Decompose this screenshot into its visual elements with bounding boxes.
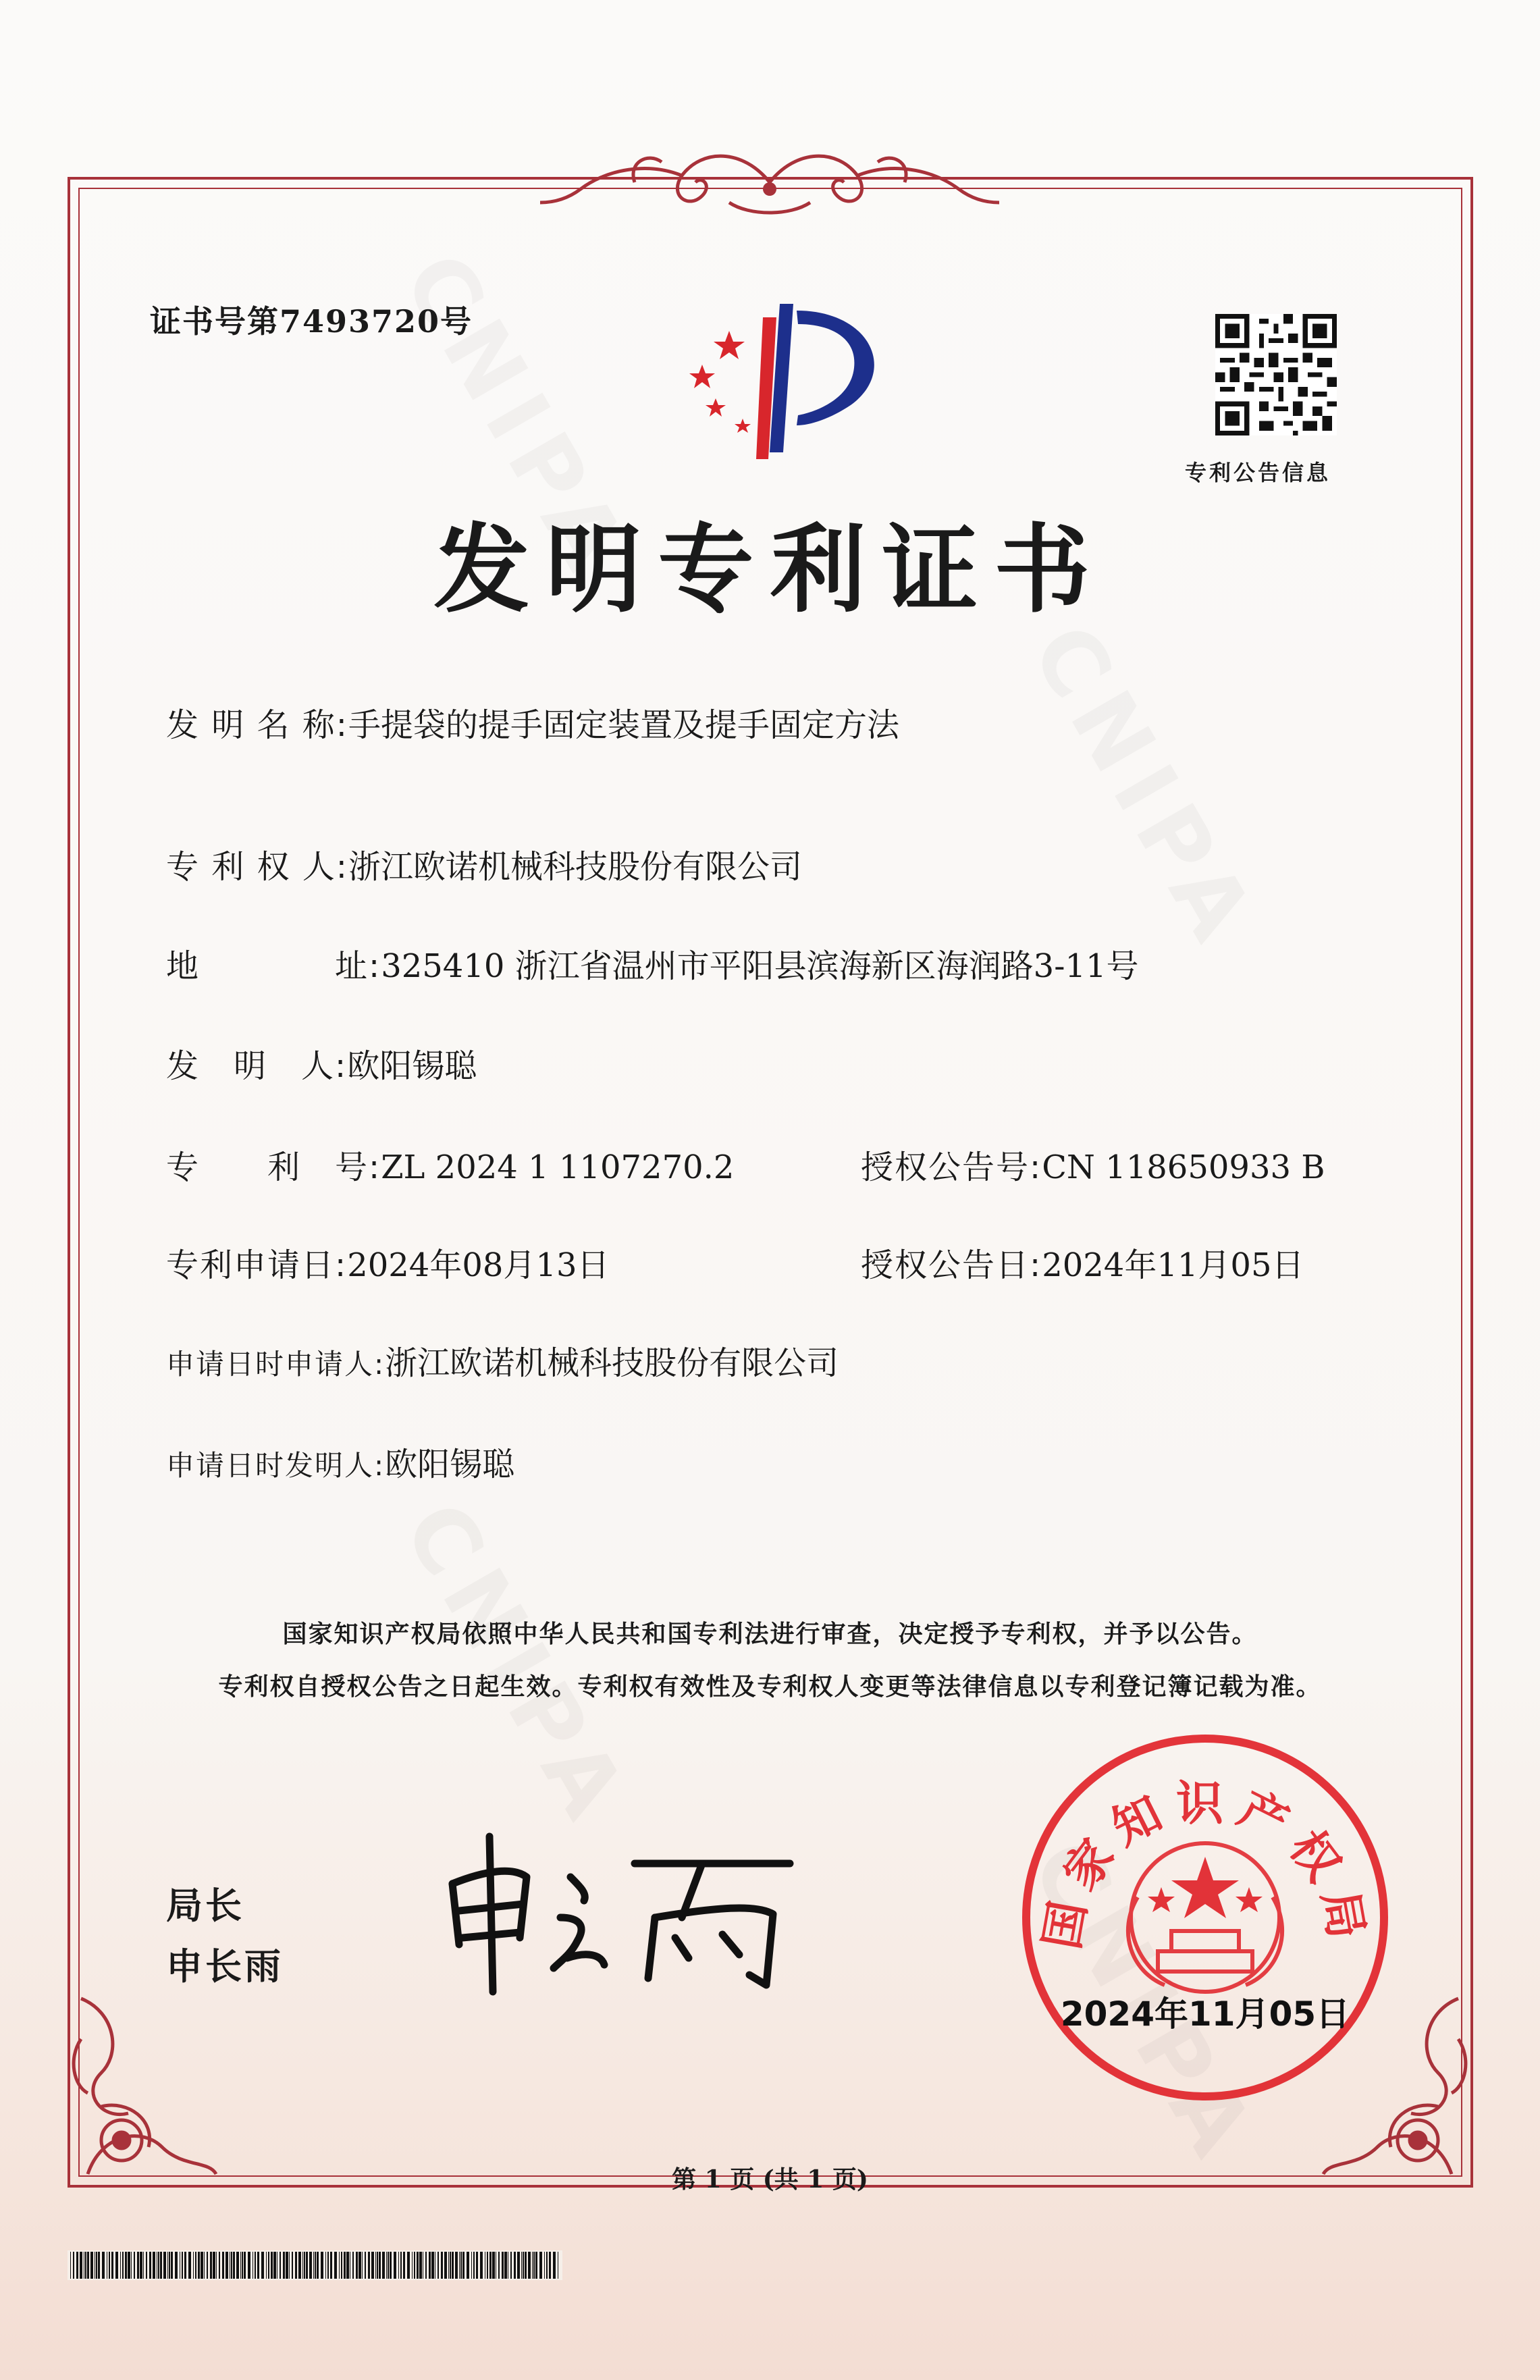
seal-date: 2024年11月05日 [1060,1994,1350,2034]
field-value: 欧阳锡聪 [347,1047,477,1085]
qr-label: 专利公告信息 [1185,460,1331,485]
notice-line-1: 国家知识产权局依照中华人民共和国专利法进行审查，决定授予专利权，并予以公告。 [282,1620,1258,1648]
field-label: 申请日时发明人: [166,1449,386,1482]
field-value: ZL 2024 1 1107270.2 [381,1148,735,1186]
field-value: 浙江欧诺机械科技股份有限公司 [385,1344,839,1382]
field-label: 授权公告号: [861,1148,1042,1186]
field-label: 专利申请日: [166,1246,348,1284]
field-value: 325410 浙江省温州市平阳县滨海新区海润路3-11号 [381,947,1139,985]
field-value: 欧阳锡聪 [385,1446,515,1483]
field-label: 发 明 名 称: [166,706,348,744]
notice-line-2: 专利权自授权公告之日起生效。专利权有效性及专利权人变更等法律信息以专利登记簿记载为准。 [218,1672,1322,1701]
field-inventor-at-filing [166,1438,514,1485]
qr-code-icon [1215,314,1337,435]
field-address [166,940,1139,986]
field-grant-publication-date [861,1239,1304,1286]
barcode-icon [68,2250,562,2280]
certificate-number: 证书号第7493720号 [150,303,473,340]
field-label: 专 利 权 人: [166,848,348,886]
field-filing-date [166,1239,610,1286]
field-label: 申请日时申请人: [166,1348,386,1381]
field-label: 专 利 号: [166,1148,381,1186]
field-invention-name [166,699,899,745]
page-number: 第 1 页 (共 1 页) [672,2165,868,2194]
field-value: CN 118650933 B [1042,1148,1325,1186]
director-signature-icon [432,1823,810,1999]
field-applicant-at-filing [166,1337,839,1383]
seal-text: 国家知识产权局 [1034,1776,1377,1954]
field-inventor [166,1040,477,1086]
top-ornament-icon [527,135,1013,223]
field-label: 发 明 人: [166,1047,348,1085]
field-value: 2024年11月05日 [1042,1246,1304,1284]
field-grant-publication-number [861,1141,1325,1188]
certificate-title: 发明专利证书 [433,514,1107,626]
field-patentee [166,841,802,887]
field-value: 手提袋的提手固定装置及提手固定方法 [348,706,899,744]
field-patent-number [166,1141,734,1188]
field-value: 浙江欧诺机械科技股份有限公司 [348,848,802,886]
cnipa-logo-icon [648,290,905,473]
field-label: 授权公告日: [861,1246,1042,1284]
director-title: 局长 [166,1884,244,1927]
field-value: 2024年08月13日 [347,1246,610,1284]
official-seal-icon [1016,1728,1394,2107]
director-name: 申长雨 [166,1945,284,1988]
field-label: 地 址: [166,947,381,985]
